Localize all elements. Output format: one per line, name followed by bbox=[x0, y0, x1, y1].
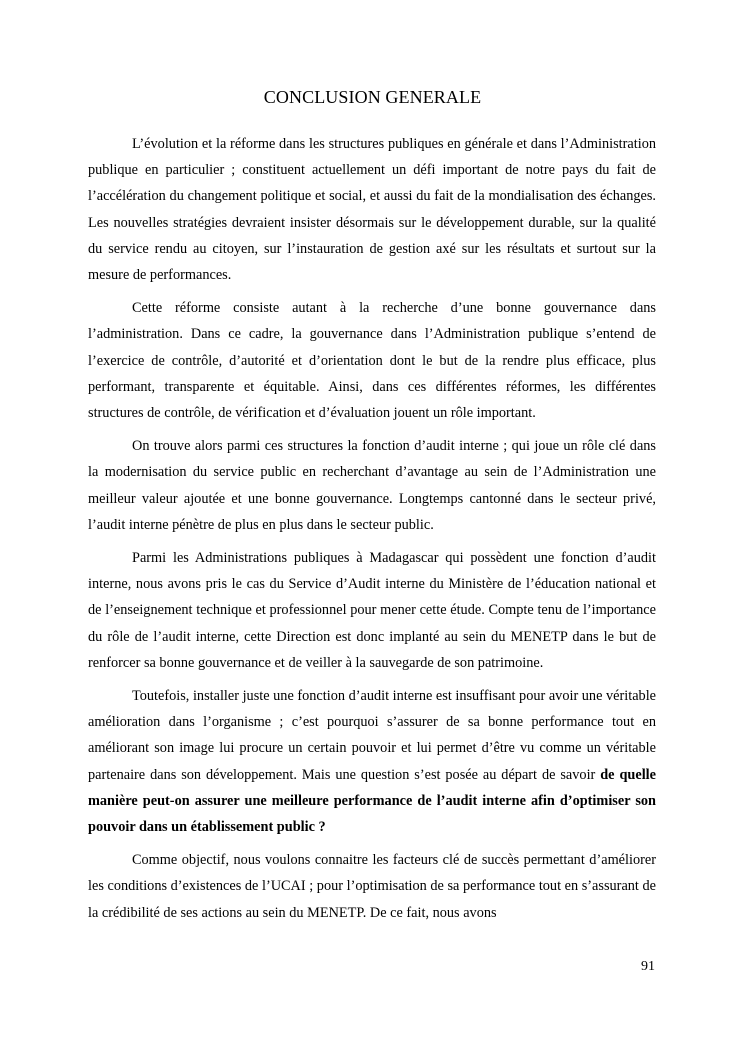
paragraph-6: Comme objectif, nous voulons connaitre les facteurs clé de succès permettant d’améliorer les conditions d’existences de l’UCAI ; pour l’optimisation de sa performance tout en s’assurant de la crédibilité de ses actions au sein du MENETP. De ce fait, nous avons bbox=[88, 852, 656, 921]
paragraph-3: On trouve alors parmi ces structures la fonction d’audit interne ; qui joue un rôle clé dans la modernisation du service public en recherchant d’avantage au sein de l’Administration une meilleur valeur ajoutée et une bonne gouvernance. Longtemps cantonné dans le secteur privé, l’audit interne pénètre de plus en plus dans le secteur public. bbox=[88, 438, 656, 533]
page-number: 91 bbox=[641, 959, 655, 974]
research-question: de quelle manière peut-on assurer une meilleure performance de l’audit interne afin d’optimiser son pouvoir dans un établissement public ? bbox=[88, 766, 656, 836]
paragraph-5-text: Toutefois, installer juste une fonction d’audit interne est insuffisant pour avoir une véritable amélioration dans l’organisme ; c’est pourquoi s’assurer de sa bonne performance tout en améliorant son image lui procure un certain pouvoir et lui permet d’être vu comme un véritable partenaire dans son développement. Mais une question s’est posée au départ de savoir bbox=[88, 688, 657, 783]
page-title: CONCLUSION GENERALE bbox=[263, 87, 482, 107]
paragraph-1: L’évolution et la réforme dans les structures publiques en générale et dans l’Administration publique en particulier ; constituent actuellement un défi important de notre pays du fait de l’accélération du changement politique et social, et aussi du fait de la mondialisation des échanges. Les nouvelles stratégies devraient insister désormais sur le développement durable, sur la qualité du service rendu au citoyen, sur l’instauration de gestion axé sur les résultats et surtout sur la mesure de performances. bbox=[88, 136, 656, 284]
body-text bbox=[88, 131, 656, 933]
paragraph-5 bbox=[88, 683, 656, 840]
paragraph-2: Cette réforme consiste autant à la recherche d’une bonne gouvernance dans l’administration. Dans ce cadre, la gouvernance dans l’Administration publique s’entend de l’exercice de contrôle, d’autorité et d’orientation dont le but de la rendre plus efficace, plus performant, transparente et équitable. Ainsi, dans ces différentes réformes, les différentes structures de contrôle, de vérification et d’évaluation jouent un rôle important. bbox=[88, 300, 656, 422]
paragraph-4: Parmi les Administrations publiques à Madagascar qui possèdent une fonction d’audit interne, nous avons pris le cas du Service d’Audit interne du Ministère de l’éducation national et de l’enseignement technique et professionnel pour mener cette étude. Compte tenu de l’importance du rôle de l’audit interne, cette Direction est donc implanté au sein du MENETP dans le but de renforcer sa bonne gouvernance et de veiller à la sauvegarde de son patrimoine. bbox=[88, 550, 656, 671]
